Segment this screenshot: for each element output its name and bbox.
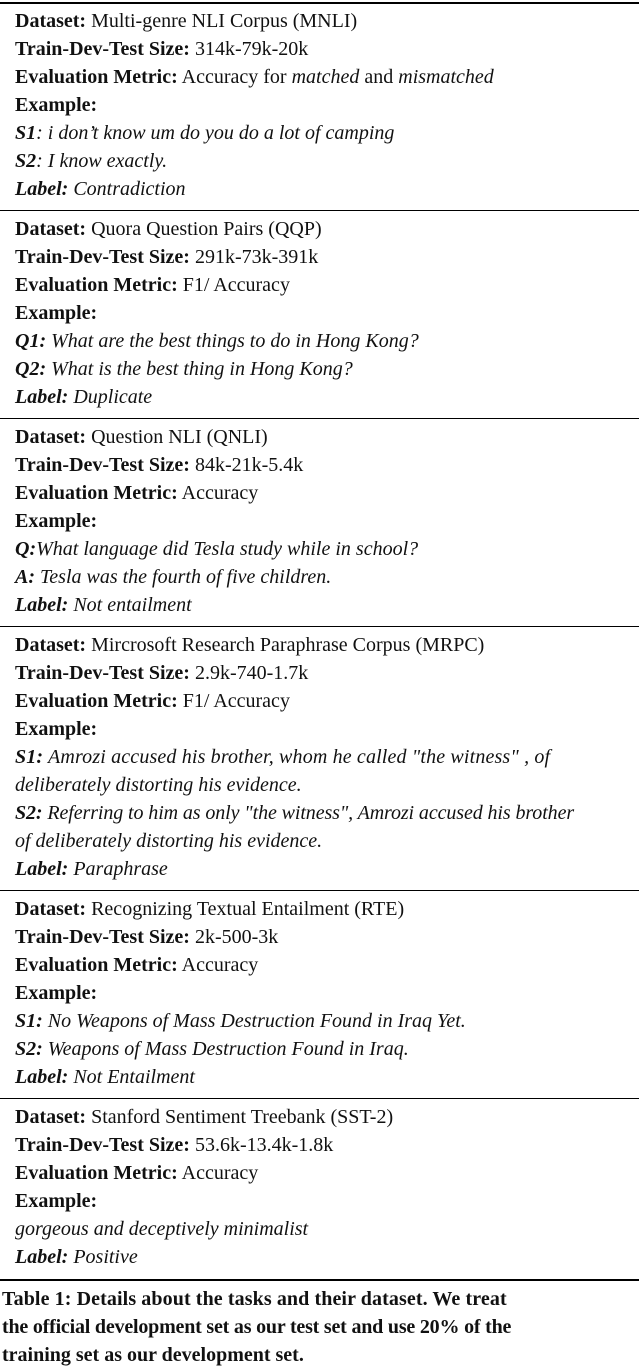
- caption-line-3: training set as our development set.: [2, 1344, 304, 1366]
- sentence-2: S2: Weapons of Mass Destruction Found in Iraq.: [15, 1038, 409, 1060]
- sentence-2: S2: I know exactly.: [15, 150, 168, 172]
- size-line: Train-Dev-Test Size: 291k-73k-391k: [15, 246, 319, 268]
- label-line: Label: Contradiction: [15, 178, 186, 200]
- table-caption: [2, 1285, 640, 1369]
- table-bottom-rule: [0, 1279, 639, 1281]
- sentence-2: Q2: What is the best thing in Hong Kong?: [15, 358, 353, 380]
- dataset-line: Dataset: Question NLI (QNLI): [15, 426, 268, 448]
- caption-line-2: the official development set as our test set and use 20% of the: [2, 1316, 512, 1338]
- metric-line: Evaluation Metric: F1/ Accuracy: [15, 690, 290, 712]
- table-rule: [0, 626, 639, 627]
- sentence-1-continued: deliberately distorting his evidence.: [15, 774, 302, 796]
- example-heading: Example:: [15, 718, 98, 740]
- label-line: Label: Not Entailment: [15, 1066, 195, 1088]
- sentence-2: A: Tesla was the fourth of five children.: [15, 566, 332, 588]
- metric-line: Evaluation Metric: Accuracy: [15, 954, 259, 976]
- label-line: Label: Not entailment: [15, 594, 192, 616]
- example-heading: Example:: [15, 302, 98, 324]
- caption-line-1: Table 1: Details about the tasks and their dataset. We treat: [2, 1288, 507, 1310]
- sentence-2: S2: Referring to him as only "the witness", Amrozi accused his brother: [15, 802, 575, 824]
- example-text: gorgeous and deceptively minimalist: [15, 1218, 309, 1240]
- metric-line: Evaluation Metric: Accuracy: [15, 1162, 259, 1184]
- sentence-1: S1: Amrozi accused his brother, whom he called "the witness" , of: [15, 746, 551, 768]
- sentence-1: S1: No Weapons of Mass Destruction Found in Iraq Yet.: [15, 1010, 466, 1032]
- table-rule: [0, 890, 639, 891]
- sentence-2-continued: of deliberately distorting his evidence.: [15, 830, 323, 852]
- sentence-1: S1: i don’t know um do you do a lot of camping: [15, 122, 395, 144]
- metric-line: Evaluation Metric: Accuracy for matched and mismatched: [15, 66, 494, 88]
- example-heading: Example:: [15, 1190, 98, 1212]
- table-top-rule: [0, 2, 639, 4]
- size-line: Train-Dev-Test Size: 2k-500-3k: [15, 926, 279, 948]
- label-line: Label: Paraphrase: [15, 858, 168, 880]
- size-line: Train-Dev-Test Size: 84k-21k-5.4k: [15, 454, 304, 476]
- example-heading: Example:: [15, 94, 98, 116]
- sentence-1: Q1: What are the best things to do in Hong Kong?: [15, 330, 419, 352]
- dataset-line: Dataset: Multi-genre NLI Corpus (MNLI): [15, 10, 358, 32]
- example-heading: Example:: [15, 510, 98, 532]
- example-heading: Example:: [15, 982, 98, 1004]
- table-rule: [0, 418, 639, 419]
- metric-line: Evaluation Metric: F1/ Accuracy: [15, 274, 290, 296]
- metric-line: Evaluation Metric: Accuracy: [15, 482, 259, 504]
- sentence-1: Q:What language did Tesla study while in school?: [15, 538, 419, 560]
- dataset-line: Dataset: Stanford Sentiment Treebank (SST-2): [15, 1106, 394, 1128]
- table-rule: [0, 1098, 639, 1099]
- dataset-line: Dataset: Quora Question Pairs (QQP): [15, 218, 322, 240]
- label-line: Label: Duplicate: [15, 386, 153, 408]
- table-rule: [0, 210, 639, 211]
- size-line: Train-Dev-Test Size: 314k-79k-20k: [15, 38, 309, 60]
- size-line: Train-Dev-Test Size: 53.6k-13.4k-1.8k: [15, 1134, 334, 1156]
- dataset-line: Dataset: Recognizing Textual Entailment (RTE): [15, 898, 405, 920]
- size-line: Train-Dev-Test Size: 2.9k-740-1.7k: [15, 662, 309, 684]
- label-line: Label: Positive: [15, 1246, 138, 1268]
- dataset-line: Dataset: Mircrosoft Research Paraphrase Corpus (MRPC): [15, 634, 485, 656]
